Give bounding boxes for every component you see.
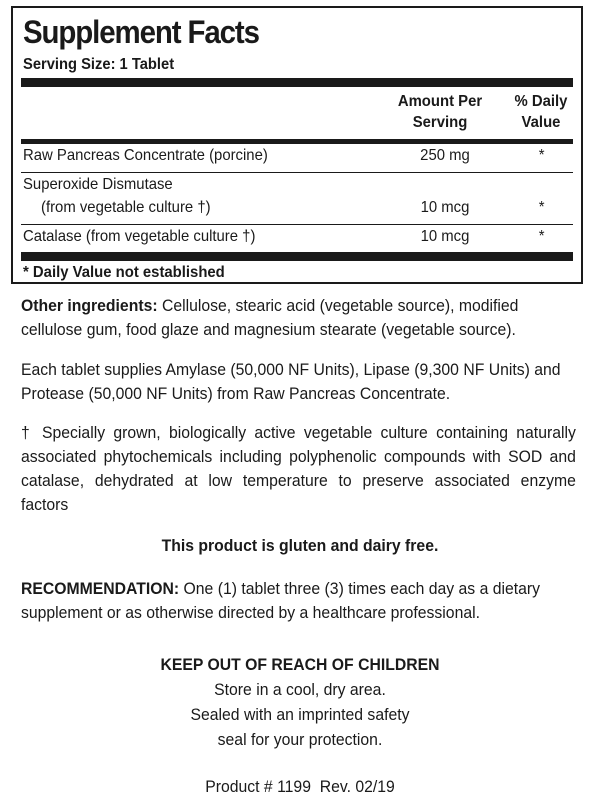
warning-heading: KEEP OUT OF REACH OF CHILDREN [160,656,440,674]
recommendation [21,577,576,625]
recommendation-label: RECOMMENDATION: [21,580,180,598]
row-amount: 10 mcg [420,228,470,245]
column-header-daily-value: % Daily Value [514,93,568,131]
other-ingredients [21,294,576,342]
storage-instruction: Store in a cool, dry area. [214,681,386,699]
row-nutrient-name: Superoxide Dismutase [23,176,173,193]
enzyme-note: Each tablet supplies Amylase (50,000 NF Units), Lipase (9,300 NF Units) and Protease (50,000 NF Units) from Raw Pancreas Concentrate. [21,361,561,403]
row-daily-value: * [538,228,545,245]
allergen-note: This product is gluten and dairy free. [161,537,439,555]
daily-value-footnote: * Daily Value not established [23,264,225,281]
row-nutrient-subname: (from vegetable culture †) [41,199,211,216]
row-nutrient-name: Catalase (from vegetable culture †) [23,228,256,245]
row-divider [21,172,573,173]
product-code: Product # 1199 Rev. 02/19 [205,778,395,796]
thick-divider-top [21,78,573,87]
recommendation-text: One (1) tablet three (3) times each day as a dietary supplement or as otherwise directed by a healthcare professional. [21,580,541,622]
dagger-note: † Specially grown, biologically active vegetable culture containing naturally associated phytochemicals including polyphenolic compounds with SOD and catalase, dehydrated at low temperature to preserve associated enzyme factors [21,424,576,514]
row-nutrient-name: Raw Pancreas Concentrate (porcine) [23,147,268,164]
column-header-amount: Amount Per Serving [397,93,483,131]
other-ingredients-label: Other ingredients: [21,297,158,315]
panel-title: Supplement Facts [23,14,259,50]
other-ingredients-text: Cellulose, stearic acid (vegetable source), modified cellulose gum, food glaze and magnesium stearate (vegetable source). [21,297,519,339]
supplement-facts-panel [11,6,583,284]
seal-note-line1: Sealed with an imprinted safety [190,706,410,724]
serving-size: Serving Size: 1 Tablet [23,56,175,73]
seal-note-line2: seal for your protection. [217,731,383,749]
thick-divider-header [21,139,573,144]
row-divider [21,224,573,225]
row-amount: 10 mcg [420,199,470,216]
row-daily-value: * [538,199,545,216]
row-amount: 250 mg [420,147,470,164]
row-daily-value: * [538,147,545,164]
thick-divider-bottom [21,252,573,261]
